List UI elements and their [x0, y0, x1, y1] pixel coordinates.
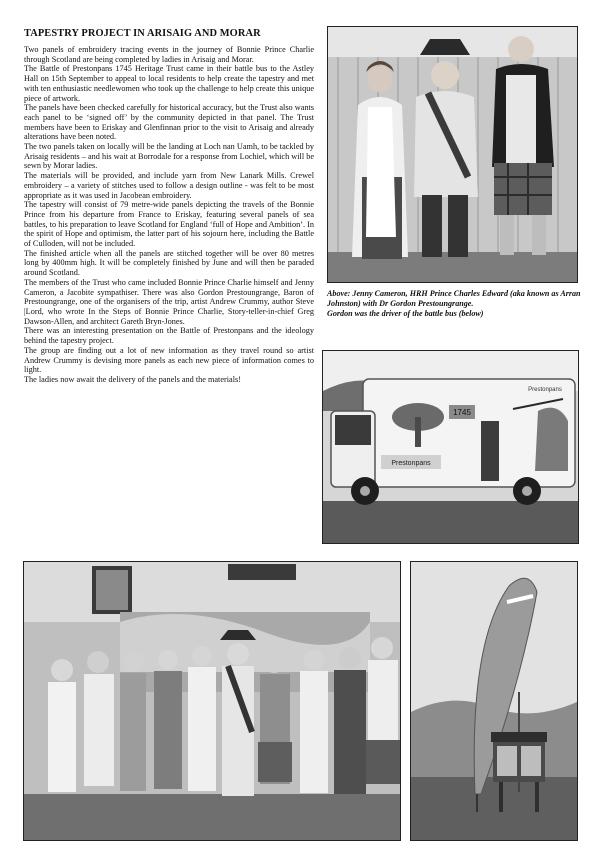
article-paragraph: Two panels of embroidery tracing events in the journey of Bonnie Prince Charlie through Scotland are being completed by ladies in Arisaig and Morar. — [24, 45, 314, 64]
article-paragraph: The panels have been checked carefully for historical accuracy, but the Trust also wants each panel to be ‘signed off’ by the community depicted in that panel. The Trust members have been to Eriskay and Glenfinnan prior to the visit to Arisaig and already alterations have been noted. — [24, 103, 314, 142]
photo-group-needlewomen — [23, 561, 401, 841]
article-paragraph: There was an interesting presentation on the Battle of Prestonpans and the ideology behind the tapestry project. — [24, 326, 314, 346]
article-paragraph: The members of the Trust who came included Bonnie Prince Charlie himself and Jenny Cameron, a Jacobite sympathiser. There was also Gordon Prestoungrange, Baron of Prestoungrange, one of the organisers of the trip, artist Andrew Crummy, author Steve |Lord, who wrote In the Steps of Bonnie Prince Charlie, Story-teller-in-chief Greg Dawson-Allen, and architect Gareth Bryn-Jones. — [24, 277, 314, 326]
article-headline: TAPESTRY PROJECT IN ARISAIG AND MORAR — [24, 28, 261, 39]
article — [24, 28, 314, 385]
article-paragraph: The tapestry will consist of 79 metre-wide panels depicting the travels of the Bonnie Prince from his departure from France to Eriskay, featuring several panels of sea battles, to his preparation to leave Scotland for England ‘full of Hope and Ambition’. In the spirit of Hope and optimism, the latter part of his sojourn here, including the Battle of Culloden, will not be included. — [24, 200, 314, 249]
article-paragraph: The materials will be provided, and include yarn from New Lanark Mills. Crewel embroidery – a variety of stitches used to follow a design outline - was felt to be most appropriate as it was used in Jacobean embroidery. — [24, 171, 314, 200]
bus-side-badge: 1745 — [453, 408, 471, 417]
article-paragraph: The two panels taken on locally will be the landing at Loch nan Uamh, to be tackled by Arisaig residents – and his wait at Borrodale for a response from Lochiel, which will be sewn by Morar ladies. — [24, 142, 314, 171]
bus-door-sign: Prestonpans — [391, 460, 431, 467]
article-paragraph: The ladies now await the delivery of the panels and the materials! — [24, 374, 241, 384]
photo-banner-flag — [410, 561, 578, 841]
article-paragraph: The finished article when all the panels are stitched together will be over 80 metres long by 400mm high. It will be completely finished by June and will then be paraded around Scotland. — [24, 248, 314, 278]
caption-line: Above: Jenny Cameron, HRH Prince Charles Edward (aka known as Arran Johnston) with Dr Gordon Prestoungrange. — [327, 289, 581, 308]
article-paragraph: The Battle of Prestonpans 1745 Heritage Trust came in their battle bus to the Astley Hall on 15th September to appeal to local residents to help create the tapestry and met with ten enthusiastic needlewomen who took up the challenge to help create this unique piece of artwork. — [24, 64, 314, 103]
photo-costumed-trio — [327, 26, 578, 283]
photo-caption — [327, 289, 582, 319]
photo-battle-bus — [322, 350, 579, 544]
article-paragraph: The group are finding out a lot of new information as they travel round so artist Andrew Crummy is devising more panels as each new piece of information comes to light. — [24, 345, 314, 375]
caption-line: Gordon was the driver of the battle bus (below) — [327, 309, 484, 318]
bus-rear-lettering: Prestonpans — [528, 387, 562, 393]
